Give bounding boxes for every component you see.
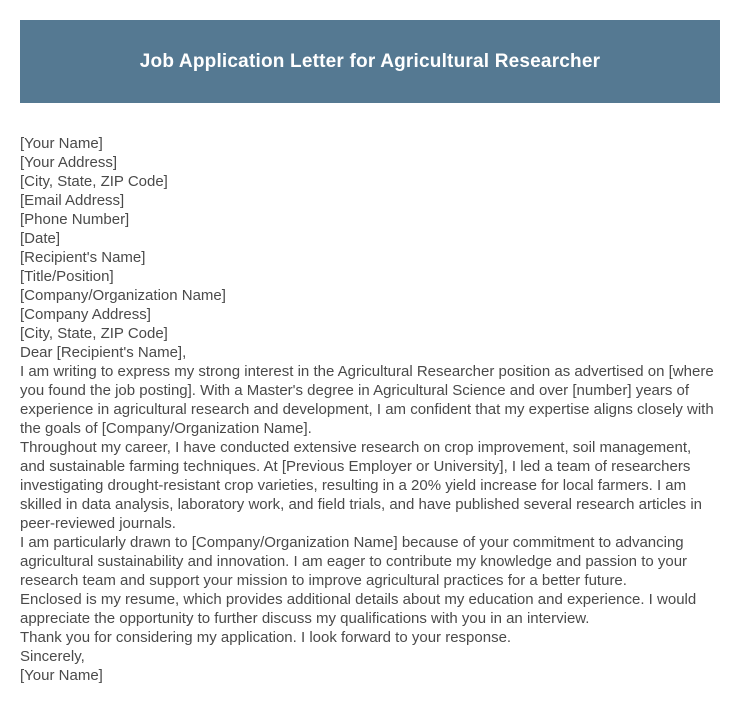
title-banner [20,20,720,103]
signature-line: [Your Name] [20,667,103,684]
signoff-line: Sincerely, [20,648,85,665]
sender-address-line: [Your Address] [20,154,118,171]
recipient-title-line: [Title/Position] [20,268,114,285]
recipient-name-line: [Recipient's Name] [20,249,146,266]
thanks-line: Thank you for considering my application. I look forward to your response. [20,629,512,646]
date-line: [Date] [20,230,61,247]
company-address-line: [Company Address] [20,306,151,323]
company-name-line: [Company/Organization Name] [20,287,226,304]
sender-name-line: [Your Name] [20,135,103,152]
closing-paragraph: Enclosed is my resume, which provides additional details about my education and experience. I would appreciate the opportunity to further discuss my qualifications with you in an interview. [20,591,697,627]
sender-city-line: [City, State, ZIP Code] [20,173,168,190]
company-city-line: [City, State, ZIP Code] [20,325,168,342]
letter-body [20,134,720,685]
motivation-paragraph: I am particularly drawn to [Company/Organization Name] because of your commitment to advancing agricultural sustainability and innovation. I am eager to contribute my knowledge and passion to your research team and support your mission to improve agricultural practices for a better future. [20,534,688,589]
salutation-line: Dear [Recipient's Name], [20,344,187,361]
email-line: [Email Address] [20,192,125,209]
experience-paragraph: Throughout my career, I have conducted extensive research on crop improvement, soil management, and sustainable farming techniques. At [Previous Employer or University], I led a team of researchers investigating drought-resistant crop varieties, resulting in a 20% yield increase for local farmers. I am skilled in data analysis, laboratory work, and field trials, and have published several research articles in peer-reviewed journals. [20,439,703,532]
intro-paragraph: I am writing to express my strong interest in the Agricultural Researcher position as advertised on [where you found the job posting]. With a Master's degree in Agricultural Science and over [number] years of experience in agricultural research and development, I am confident that my expertise aligns closely with the goals of [Company/Organization Name]. [20,363,714,437]
page-title: Job Application Letter for Agricultural Researcher [139,50,601,72]
phone-line: [Phone Number] [20,211,130,228]
